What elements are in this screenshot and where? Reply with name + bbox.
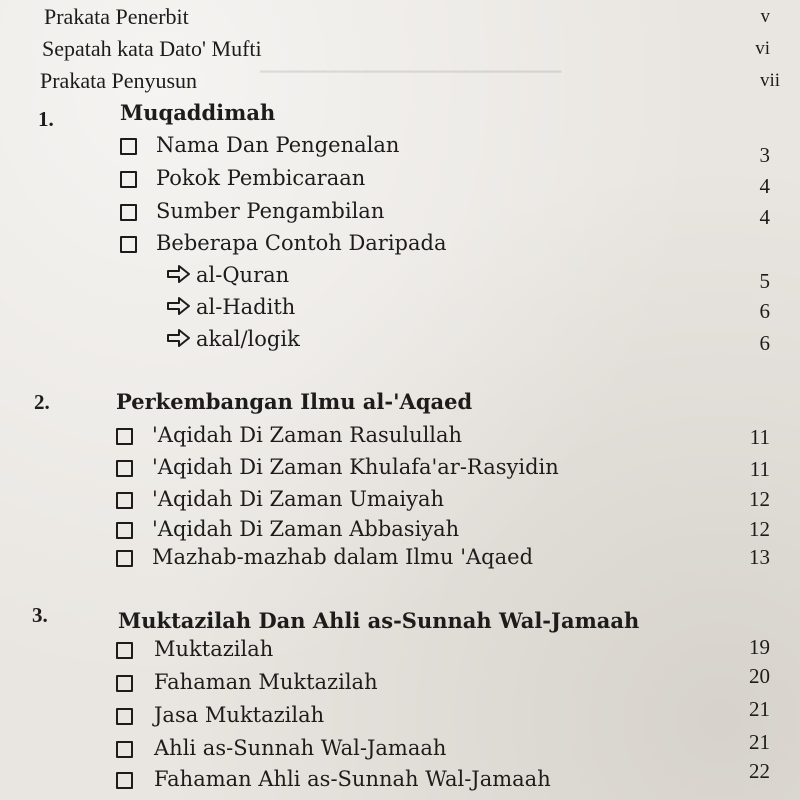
- toc-entry-page: vii: [759, 70, 780, 91]
- checkbox-icon: [116, 522, 133, 539]
- checkbox-icon: [120, 171, 137, 188]
- toc-entry[interactable]: [0, 664, 800, 697]
- toc-entry[interactable]: [0, 228, 800, 258]
- checkbox-icon: [116, 741, 133, 758]
- toc-entry-label: 'Aqidah Di Zaman Rasulullah: [152, 423, 463, 447]
- toc-entry-page: 19: [749, 635, 770, 659]
- toc-entry-page: vi: [755, 38, 770, 59]
- toc-entry[interactable]: [0, 697, 800, 730]
- toc-entry-label: 'Aqidah Di Zaman Abbasiyah: [152, 517, 460, 541]
- toc-entry-label: Sepatah kata Dato' Mufti: [42, 36, 262, 61]
- toc-entry-label: Nama Dan Pengenalan: [156, 133, 400, 157]
- checkbox-icon: [120, 204, 137, 221]
- toc-subentry-label: al-Quran: [196, 263, 290, 287]
- toc-entry-page: 4: [759, 205, 770, 229]
- toc-entry-prakata-penyusun[interactable]: [0, 66, 800, 96]
- toc-entry-page: 12: [749, 487, 770, 511]
- toc-entry-page: 5: [759, 269, 770, 293]
- checkbox-icon: [116, 550, 133, 567]
- chapter-heading-1[interactable]: [0, 98, 800, 131]
- toc-entry-label: Ahli as-Sunnah Wal-Jamaah: [154, 736, 447, 760]
- toc-entry-label: 'Aqidah Di Zaman Umaiyah: [152, 487, 444, 511]
- toc-entry-prakata-penerbit[interactable]: [0, 2, 800, 32]
- checkbox-icon: [116, 772, 133, 789]
- toc-entry-sepatah-kata[interactable]: [0, 34, 800, 64]
- toc-entry[interactable]: [0, 196, 800, 229]
- toc-entry[interactable]: [0, 514, 800, 544]
- toc-entry[interactable]: [0, 730, 800, 763]
- show-through-texture: ▁▁▁▁▁▁▁▁▁▁▁▁▁▁▁▁▁▁▁▁▁▁▁▁▁▁▁▁: [260, 71, 562, 87]
- chapter-number: 3.: [32, 603, 48, 627]
- toc-entry-page: 20: [749, 664, 770, 688]
- toc-entry[interactable]: [0, 484, 800, 514]
- toc-entry-label: Jasa Muktazilah: [154, 703, 325, 727]
- toc-entry-label: Fahaman Ahli as-Sunnah Wal-Jamaah: [154, 767, 551, 791]
- toc-entry-label: Fahaman Muktazilah: [154, 670, 378, 694]
- toc-entry-page: 21: [749, 730, 770, 754]
- toc-entry-page: 4: [759, 174, 770, 198]
- checkbox-icon: [116, 460, 133, 477]
- toc-entry-label: Prakata Penerbit: [44, 4, 189, 29]
- toc-subentry[interactable]: [0, 292, 800, 322]
- checkbox-icon: [120, 236, 137, 253]
- arrow-right-icon: [166, 327, 192, 349]
- toc-entry-page: 11: [749, 425, 770, 449]
- arrow-right-icon: [166, 295, 192, 317]
- checkbox-icon: [116, 492, 133, 509]
- toc-entry[interactable]: [0, 163, 800, 198]
- chapter-number: 1.: [38, 107, 54, 131]
- toc-entry-page: 11: [749, 457, 770, 481]
- checkbox-icon: [116, 675, 133, 692]
- toc-entry-page: 22: [749, 759, 770, 783]
- toc-subentry[interactable]: [0, 324, 800, 354]
- toc-entry-page: 21: [749, 697, 770, 721]
- toc-entry[interactable]: [0, 759, 800, 794]
- toc-subentry[interactable]: [0, 260, 800, 293]
- toc-entry-label: Sumber Pengambilan: [156, 199, 385, 223]
- toc-entry[interactable]: [0, 542, 800, 572]
- toc-entry[interactable]: [0, 420, 800, 450]
- toc-entry-label: 'Aqidah Di Zaman Khulafa'ar-Rasyidin: [152, 455, 559, 479]
- chapter-number: 2.: [34, 390, 50, 414]
- toc-entry[interactable]: [0, 634, 800, 664]
- checkbox-icon: [116, 642, 133, 659]
- toc-subentry-label: al-Hadith: [196, 295, 296, 319]
- toc-entry-label: Beberapa Contoh Daripada: [156, 231, 447, 255]
- toc-entry-page: 6: [759, 299, 770, 323]
- chapter-title: Muktazilah Dan Ahli as-Sunnah Wal-Jamaah: [118, 608, 640, 633]
- toc-entry-page: 12: [749, 517, 770, 541]
- toc-entry-label: Mazhab-mazhab dalam Ilmu 'Aqaed: [152, 545, 534, 569]
- toc-entry-page: 6: [759, 331, 770, 355]
- checkbox-icon: [116, 428, 133, 445]
- toc-entry-page: v: [760, 6, 770, 27]
- toc-entry[interactable]: [0, 452, 800, 482]
- arrow-right-icon: [166, 263, 192, 285]
- checkbox-icon: [120, 138, 137, 155]
- toc-entry[interactable]: [0, 130, 800, 167]
- toc-entry-page: 13: [749, 545, 770, 569]
- chapter-title: Muqaddimah: [120, 100, 276, 125]
- toc-entry-label: Pokok Pembicaraan: [156, 166, 366, 190]
- toc-subentry-label: akal/logik: [196, 327, 300, 351]
- toc-entry-label: Muktazilah: [154, 637, 274, 661]
- toc-entry-label: Prakata Penyusun: [40, 68, 198, 93]
- toc-entry-page: 3: [759, 143, 770, 167]
- chapter-heading-3[interactable]: [0, 603, 800, 636]
- checkbox-icon: [116, 708, 133, 725]
- chapter-heading-2[interactable]: [0, 387, 800, 417]
- chapter-title: Perkembangan Ilmu al-'Aqaed: [116, 389, 473, 414]
